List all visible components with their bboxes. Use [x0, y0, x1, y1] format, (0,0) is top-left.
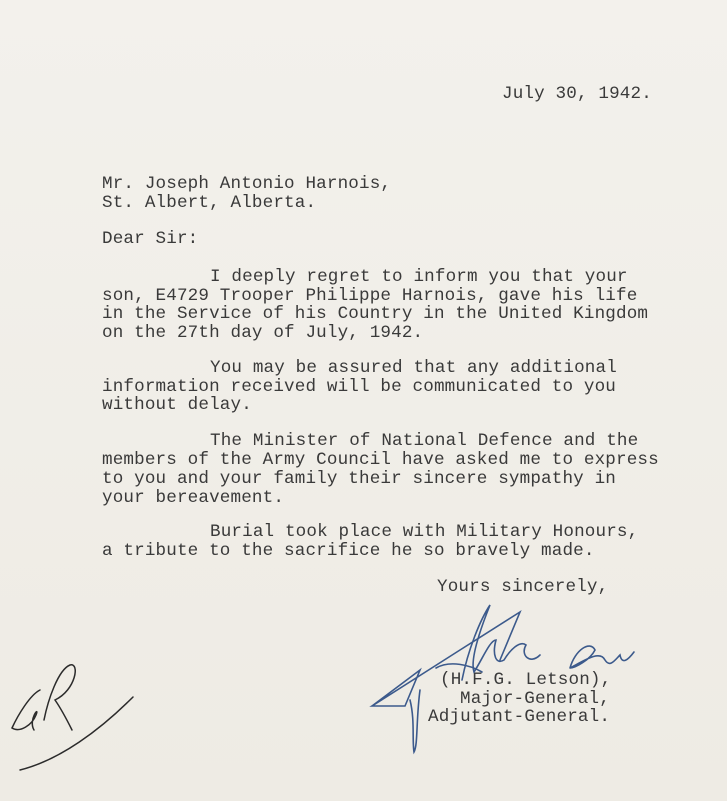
paragraph-line: members of the Army Council have asked me to express [102, 450, 659, 470]
paragraph-line: without delay. [102, 395, 252, 415]
paragraph-line: The Minister of National Defence and the [210, 431, 639, 451]
paragraph-line: your bereavement. [102, 488, 285, 508]
paragraph-line: I deeply regret to inform you that your [210, 267, 628, 287]
salutation: Dear Sir: [102, 229, 199, 249]
signatory-name: (H.F.G. Letson), [440, 670, 612, 690]
letter-date: July 30, 1942. [502, 84, 652, 104]
paragraph-line: You may be assured that any additional [210, 358, 617, 378]
paragraph-line: Burial took place with Military Honours, [210, 522, 639, 542]
paragraph-line: a tribute to the sacrifice he so bravely made. [102, 541, 595, 561]
paragraph-line: information received will be communicated to you [102, 377, 616, 397]
recipient-name: Mr. Joseph Antonio Harnois, [102, 174, 392, 194]
signatory-title: Adjutant-General. [428, 707, 611, 727]
closing: Yours sincerely, [437, 577, 609, 597]
paragraph-line: to you and your family their sincere sympathy in [102, 469, 616, 489]
paragraph-line: son, E4729 Trooper Philippe Harnois, gave his life [102, 286, 638, 306]
signatory-rank: Major-General, [460, 689, 610, 709]
paragraph-line: on the 27th day of July, 1942. [102, 323, 424, 343]
recipient-address: St. Albert, Alberta. [102, 193, 317, 213]
paragraph-line: in the Service of his Country in the United Kingdom [102, 304, 649, 324]
